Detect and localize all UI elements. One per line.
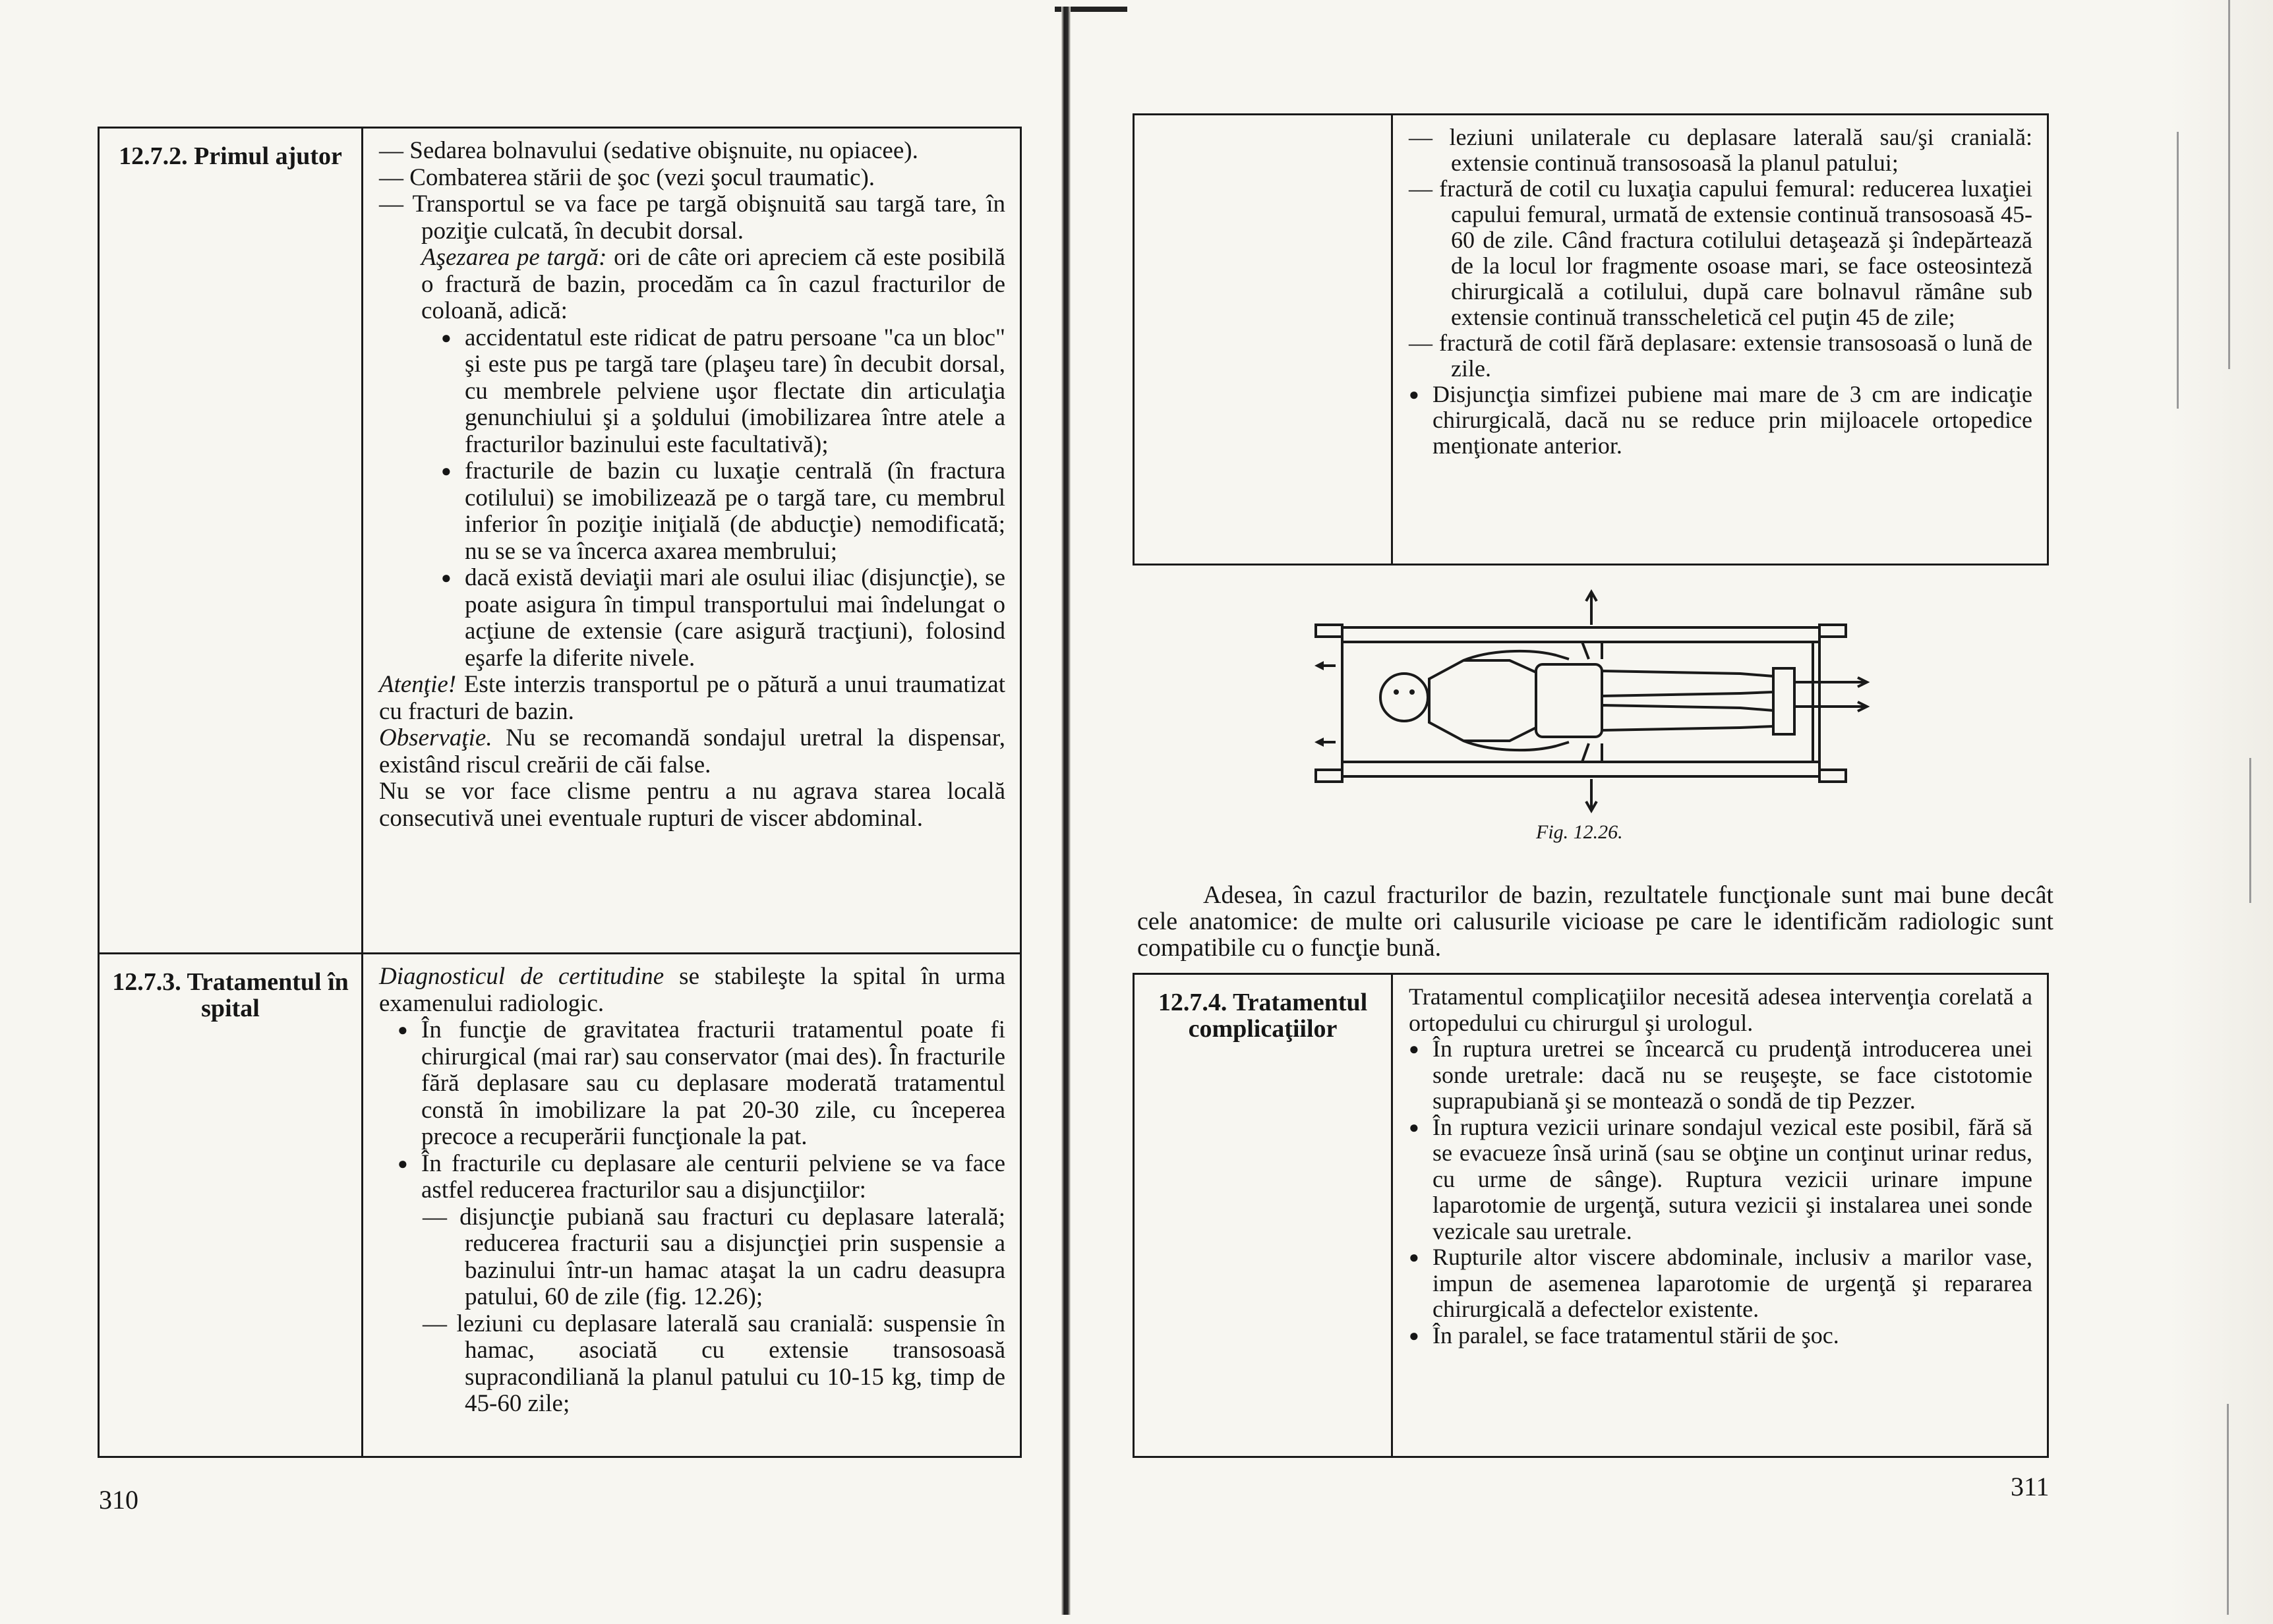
section-hospital-treatment [100, 954, 1020, 1456]
traction-footplate [1773, 668, 1794, 734]
dash-item-text: disjuncţie pubiană sau fracturi cu deplasare laterală; reducerea fracturii sau a disjuncţiei prin suspensie a bazinului într-un hamac ataşat la un cadru deasupra patului, 60 de zile (fig. 12.26); [459, 1203, 1005, 1310]
patient-leg [1602, 705, 1773, 730]
traction-arrow-left-head [1314, 661, 1324, 670]
continuation-table [1133, 113, 2049, 566]
patient-arm [1463, 741, 1569, 750]
bullet-item [1409, 1115, 2032, 1245]
plain-paragraph [379, 778, 1005, 832]
bullet-item [1409, 1036, 2032, 1115]
emphasis-label: Atenţie! [379, 671, 457, 698]
bullet-text: Disjuncţia simfizei pubiene mai mare de 3 cm are indicaţie chirurgicală, dacă nu se reduce prin mijloacele ortopedice menţionate anterior. [1432, 381, 2032, 459]
bullet-item [1409, 1323, 2032, 1349]
bullet-item [379, 1017, 1005, 1151]
dash-item-text: Sedarea bolnavului (sedative obişnuite, nu opiacee). [409, 137, 918, 164]
page-number-left: 310 [99, 1485, 138, 1515]
section-body [363, 129, 1020, 952]
dash-item: — fractură de cotil fără deplasare: extensie transosoasă o lună de zile. [1409, 330, 2033, 382]
section-heading: 12.7.4. Tratamentul complicaţiilor [1135, 975, 1393, 1456]
dash-item: — Transportul se va face pe targă obişnuită sau targă tare, în poziţie culcată, în decubit dorsal. [379, 190, 1005, 245]
plain-paragraph [1409, 984, 2032, 1036]
page-edge-line [2227, 1404, 2229, 1615]
dash-item-text: leziuni cu deplasare laterală sau cranială: suspensie în hamac, asociată cu extensie transosoasă supracondiliană la planul patului cu 10-15 kg, timp de 45-60 zile; [456, 1310, 1006, 1417]
book-spine [1061, 7, 1071, 1615]
stretcher-handle [1316, 625, 1342, 637]
bullet-text: În funcţie de gravitatea fracturii tratamentul poate fi chirurgical (mai rar) sau conservator (mai des). În fracturile fără deplasare sau cu deplasare moderată tratamentul constă în imobilizare la pat 20-30 zile, cu începerea precoce a recuperării funcţionale la pat. [421, 1016, 1005, 1150]
emphasis-label: Diagnosticul de certitudine [379, 963, 664, 990]
dash-item-text: Transportul se va face pe targă obişnuită sau targă tare, în poziţie culcată, în decubit dorsal. [412, 190, 1005, 245]
section-first-aid [100, 129, 1020, 954]
paragraph-text: Este interzis transportul pe o pătură a unui traumatizat cu fracturi de bazin. [379, 671, 1005, 725]
section-body [363, 954, 1020, 1456]
stretcher-handle [1316, 770, 1342, 782]
traction-arrow-left-head [1314, 738, 1324, 747]
page-edge-shadow [2169, 0, 2273, 1624]
bullet-text: accidentatul este ridicat de patru persoane "ca un bloc" şi este pus pe targă tare (plaşeu tare) în decubit dorsal, cu membrele pelviene uşor flectate din articulaţia genunchiului şi a şoldului (imobilizarea între atele a fracturilor bazinului este facultativă); [465, 324, 1005, 458]
bullet-item [379, 565, 1005, 672]
section-body [1393, 975, 2047, 1456]
dash-item-text: fractură de cotil fără deplasare: extensie transosoasă o lună de zile. [1439, 330, 2033, 382]
section-heading: 12.7.2. Primul ajutor [100, 129, 363, 952]
bullet-text: În ruptura uretrei se încearcă cu prudenţă introducerea unei sonde uretrale: dacă nu se reuşeşte, se face cistotomie suprapubiană şi se montează o sondă de tip Pezzer. [1432, 1035, 2032, 1114]
dash-item-text: leziuni unilaterale cu deplasare laterală sau/şi cranială: extensie continuă transosoasă la planul patului; [1449, 124, 2033, 176]
section-complications [1135, 975, 2047, 1456]
pelvic-hammock [1536, 664, 1602, 737]
bullet-text: În paralel, se face tratamentul stării de şoc. [1432, 1321, 1839, 1348]
paragraph-text: ori de câte ori apreciem că este posibilă o fractură de bazin, procedăm ca în cazul fracturilor de coloană, adică: [421, 244, 1005, 324]
dash-item: — Sedarea bolnavului (sedative obişnuite, nu opiacee). [379, 137, 918, 164]
bullet-text: fracturile de bazin cu luxaţie centrală (în fractura cotilului) se imobilizează pe o targă tare, cu membrul inferior în poziţie iniţială (de abducţie) nemodificată; nu se se va încerca axarea membrului; [465, 457, 1005, 565]
warning-paragraph [379, 672, 1005, 725]
section-body [1393, 115, 2047, 564]
stretcher-frame [1342, 627, 1819, 776]
observation-paragraph [379, 725, 1005, 778]
page-edge-line [2249, 758, 2251, 903]
plain-paragraph [379, 964, 1005, 1017]
paragraph-text: Nu se vor face clisme pentru a nu agrava starea locală consecutivă unei eventuale rupturi de viscer abdominal. [379, 778, 1005, 832]
bullet-item [379, 325, 1005, 459]
patient-eye [1394, 689, 1399, 695]
dash-item-text: fractură de cotil cu luxaţia capului femural: reducerea luxaţiei capului femural, urmată de extensie continuă transosoasă 45-60 de zile. Când fractura cotilului detaşează şi îndepărtează de la locul lor fragmente osoase mari, se face osteosinteză chirurgicală a cotilului, după care bolnavul rămâne sub extensie continuă transscheletică cel puţin 45 de zile; [1439, 175, 2033, 330]
patient-head [1380, 674, 1428, 721]
bullet-item [1409, 382, 2032, 459]
patient-leg [1602, 671, 1773, 696]
dash-item: — leziuni unilaterale cu deplasare laterală sau/şi cranială: extensie continuă transosoasă la planul patului; [1409, 124, 2033, 176]
bullet-item [1409, 1244, 2032, 1323]
stretcher-handle [1819, 770, 1846, 782]
figure-stretcher-traction [1312, 587, 1879, 814]
paragraph-text: Nu se recomandă sondajul uretral la dispensar, existând riscul creării de căi false. [379, 724, 1005, 778]
bullet-item [379, 1151, 1005, 1204]
dash-item: — Combaterea stării de şoc (vezi şocul traumatic). [379, 163, 875, 191]
paragraph-text: se stabileşte la spital în urma examenului radiologic. [379, 963, 1005, 1017]
dash-item: — fractură de cotil cu luxaţia capului femural: reducerea luxaţiei capului femural, urmată de extensie continuă transosoasă 45-60 de zile. Când fractura cotilului detaşează şi îndepărtează de la locul lor fragmente osoase mari, se face osteosinteză chirurgicală a cotilului, după care bolnavul rămâne sub extensie continuă transscheletică cel puţin 45 de zile; [1409, 175, 2033, 330]
body-paragraph: Adesea, în cazul fracturilor de bazin, rezultatele funcţionale sunt mai bune decât cele anatomice: de multe ori calusurile vicioase pe care le identificăm radiologic sunt compatibile cu o funcţie bună. [1137, 881, 2053, 962]
bullet-item [379, 458, 1005, 565]
empty-heading-cell [1135, 115, 1393, 564]
emphasis-label: Observaţie. [379, 724, 492, 751]
emphasis-label: Aşezarea pe targă: [421, 244, 607, 271]
bullet-text: dacă există deviaţii mari ale osului iliac (disjuncţie), se poate asigura în timpul transportului mai îndelungat o acţiune de extensie (care asigură tracţiuni), folosind eşarfe la diferite nivele. [465, 564, 1005, 672]
bullet-text: În fracturile cu deplasare ale centurii pelviene se va face astfel reducerea fracturilor sau a disjuncţiilor: [421, 1149, 1005, 1204]
patient-torso [1429, 660, 1536, 741]
indented-paragraph [379, 245, 1005, 325]
stretcher-handle [1819, 625, 1846, 637]
dash-item: — disjuncţie pubiană sau fracturi cu deplasare laterală; reducerea fracturii sau a disjuncţiei prin suspensie a bazinului într-un hamac ataşat la un cadru deasupra patului, 60 de zile (fig. 12.26); [423, 1203, 1005, 1310]
suspension-strap [1582, 743, 1589, 762]
dash-item-text: Combaterea stării de şoc (vezi şocul traumatic). [409, 163, 875, 191]
patient-eye [1409, 689, 1415, 695]
bullet-text: Rupturile altor viscere abdominale, inclusiv a marilor vase, impun de asemenea laparotomie de urgenţă şi repararea chirurgicală a defectelor existente. [1432, 1244, 2032, 1322]
dash-item: — leziuni cu deplasare laterală sau cranială: suspensie în hamac, asociată cu extensie transosoasă supracondiliană la planul patului cu 10-15 kg, timp de 45-60 zile; [423, 1310, 1006, 1417]
page-edge-line [2228, 0, 2230, 369]
section-heading: 12.7.3. Tratamentul în spital [100, 954, 363, 1456]
paragraph-text: Tratamentul complicaţiilor necesită adesea intervenţia corelată a ortopedului cu chirurgul şi urologul. [1409, 983, 2032, 1036]
figure-caption: Fig. 12.26. [1536, 821, 1623, 843]
complications-table [1133, 973, 2049, 1458]
page-edge-line [2177, 132, 2179, 409]
patient-arm [1463, 651, 1569, 660]
continuation-row [1135, 115, 2047, 564]
suspension-strap [1582, 642, 1589, 659]
bullet-text: În ruptura vezicii urinare sondajul vezical este posibil, fără să se evacueze însă urină (sau se obţine un conţinut urinar redus, cu urme de sânge). Ruptura vezicii urinare impune laparotomie de urgenţă, sutura vezicii şi instalarea unei sonde vezicale sau uretrale. [1432, 1113, 2032, 1244]
left-page-table [98, 127, 1022, 1458]
page-number-right: 311 [2011, 1472, 2050, 1501]
